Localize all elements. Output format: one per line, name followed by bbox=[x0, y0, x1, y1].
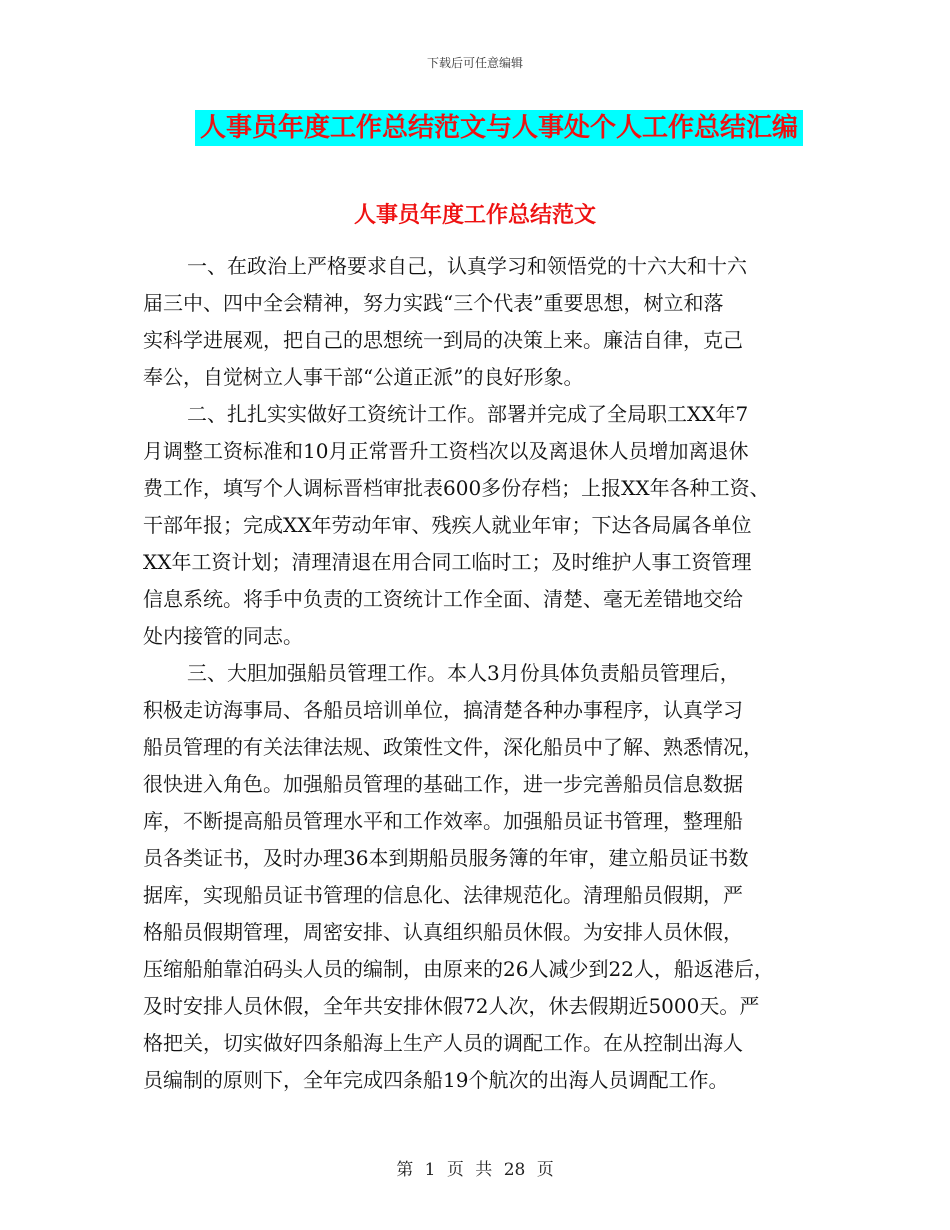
text-line: 届三中、四中全会精神，努力实践“三个代表”重要思想，树立和落 bbox=[143, 291, 724, 315]
document-title: 人事员年度工作总结范文与人事处个人工作总结汇编 bbox=[195, 110, 803, 146]
text-line: 员编制的原则下，全年完成四条船19个航次的出海人员调配工作。 bbox=[143, 1068, 729, 1092]
text-line: 船员管理的有关法律法规、政策性文件，深化船员中了解、熟悉情况， bbox=[143, 735, 763, 759]
text-line: 干部年报；完成XX年劳动年审、残疾人就业年审；下达各局属各单位 bbox=[143, 513, 752, 537]
text-line: 格船员假期管理，周密安排、认真组织船员休假。为安排人员休假， bbox=[143, 920, 743, 944]
text-line: 压缩船舶靠泊码头人员的编制，由原来的26人减少到22人，船返港后， bbox=[143, 957, 774, 981]
text-line: 处内接管的同志。 bbox=[143, 624, 303, 648]
text-line: 一、在政治上严格要求自己，认真学习和领悟党的十六大和十六 bbox=[187, 254, 747, 278]
text-line: 积极走访海事局、各船员培训单位，搞清楚各种办事程序，认真学习 bbox=[143, 698, 743, 722]
text-line: 奉公，自觉树立人事干部“公道正派”的良好形象。 bbox=[143, 365, 584, 389]
text-line: 员各类证书，及时办理36本到期船员服务簿的年审，建立船员证书数 bbox=[143, 846, 749, 870]
text-line: 月调整工资标准和10月正常晋升工资档次以及离退休人员增加离退休 bbox=[143, 439, 749, 463]
text-line: 三、大胆加强船员管理工作。本人3月份具体负责船员管理后， bbox=[187, 661, 740, 685]
text-line: 实科学进展观，把自己的思想统一到局的决策上来。廉洁自律，克己 bbox=[143, 328, 743, 352]
text-line: 据库，实现船员证书管理的信息化、法律规范化。清理船员假期，严 bbox=[143, 883, 743, 907]
text-line: 信息系统。将手中负责的工资统计工作全面、清楚、毫无差错地交给 bbox=[143, 587, 743, 611]
section-title: 人事员年度工作总结范文 bbox=[353, 202, 596, 228]
text-line: 二、扎扎实实做好工资统计工作。部署并完成了全局职工XX年7 bbox=[187, 402, 749, 426]
text-line: 及时安排人员休假，全年共安排休假72人次，休去假期近5000天。严 bbox=[143, 994, 760, 1018]
body-text bbox=[143, 248, 813, 1099]
page-footer: 第 1 页 共 28 页 bbox=[396, 1160, 554, 1180]
text-line: 库，不断提高船员管理水平和工作效率。加强船员证书管理，整理船 bbox=[143, 809, 743, 833]
header-note: 下载后可任意编辑 bbox=[426, 56, 523, 70]
text-line: 费工作，填写个人调标晋档审批表600多份存档；上报XX年各种工资、 bbox=[143, 476, 770, 500]
text-line: 很快进入角色。加强船员管理的基础工作，进一步完善船员信息数据 bbox=[143, 772, 743, 796]
text-line: XX年工资计划；清理清退在用合同工临时工；及时维护人事工资管理 bbox=[143, 550, 752, 574]
text-line: 格把关，切实做好四条船海上生产人员的调配工作。在从控制出海人 bbox=[143, 1031, 743, 1055]
